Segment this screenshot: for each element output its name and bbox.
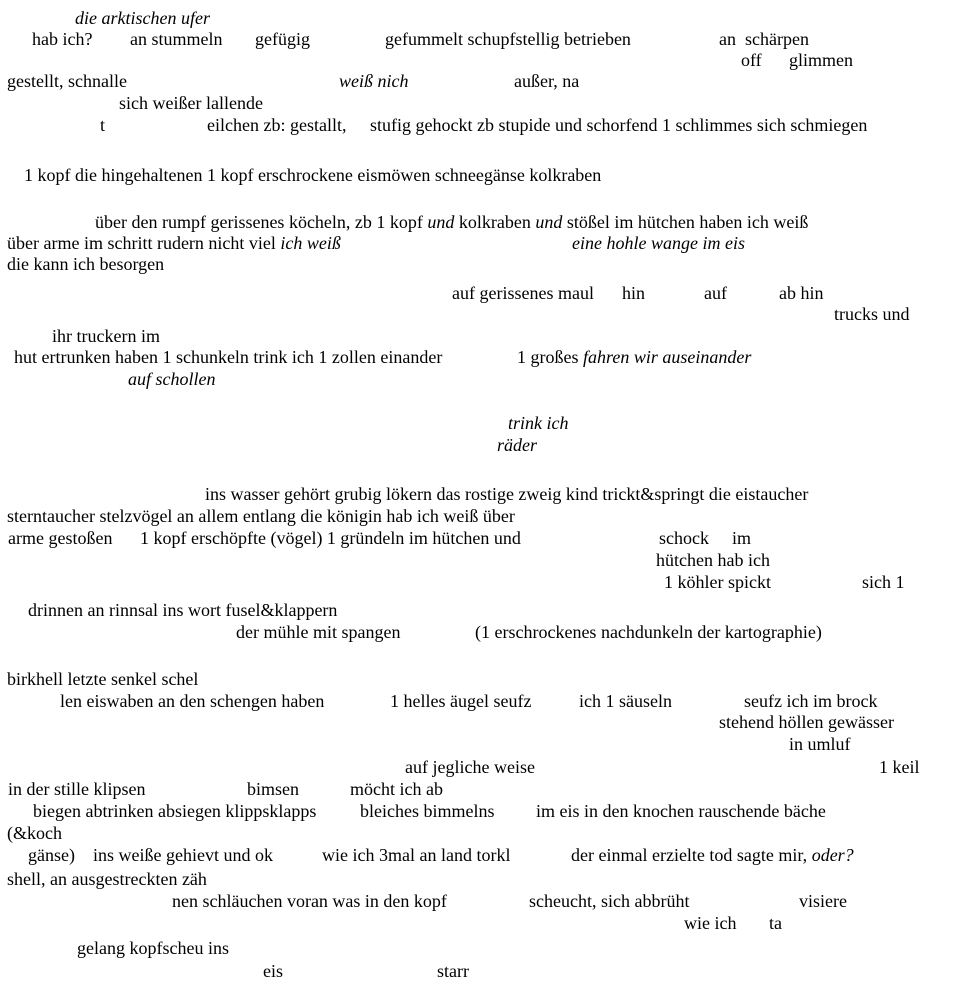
poem-run: 1 großes [517,347,583,367]
poem-run: gefummelt schupfstellig betrieben [385,29,631,49]
poem-run: ins weiße gehievt und ok [93,845,273,865]
poem-segment [664,572,771,593]
poem-run: ta [769,913,782,933]
poem-segment [497,435,537,456]
poem-segment [128,369,216,390]
poem-run: der einmal erzielte tod sagte mir, [571,845,812,865]
poem-run: trucks und [834,304,910,324]
poem-segment [60,691,324,712]
poem-segment [7,669,198,690]
poem-segment [24,165,601,186]
poem-segment [799,891,847,912]
poem-run: schock [659,528,709,548]
poem-segment [437,961,469,982]
poem-segment [172,891,447,912]
poem-run: wie ich 3mal an land torkl [322,845,511,865]
poem-segment [789,50,853,71]
poem-segment [475,622,822,643]
poem-run: len eiswaben an den schengen haben [60,691,325,711]
poem-run: 1 keil [879,757,920,777]
poem-segment [119,93,263,114]
poem-segment [405,757,535,778]
poem-segment [255,29,310,50]
poem-run-italic: räder [497,435,537,455]
poem-run: möcht ich ab [350,779,443,799]
poem-segment [684,913,736,934]
poem-run: in umluf [789,734,851,754]
poem-segment [205,484,808,505]
poem-run: drinnen an rinnsal ins wort fusel&klappern [28,600,338,620]
poem-run: scheucht, sich abbrüht [529,891,690,911]
poem-segment [360,801,494,822]
poem-run-italic: die arktischen ufer [75,8,210,28]
poem-segment [339,71,409,92]
poem-run: die kann ich besorgen [7,254,165,274]
poem-segment [834,304,910,325]
poem-run: wie ich [684,913,737,933]
poem-run: stehend höllen gewässer [719,712,894,732]
poem-segment [140,528,521,549]
poem-run: gestellt, schnalle [7,71,127,91]
poem-run: sich 1 [862,572,905,592]
poem-run: seufz ich im brock [744,691,878,711]
poem-run: visiere [799,891,847,911]
poem-segment [879,757,920,778]
poem-segment [322,845,510,866]
poem-run: hütchen hab ich [656,550,770,570]
poem-segment [719,712,894,733]
poem-run: 1 kopf erschöpfte (vögel) 1 gründeln im hütchen und [140,528,521,548]
poem-segment [207,115,346,136]
poem-segment [704,283,727,304]
poem-segment [529,891,689,912]
poem-run: ins wasser gehört grubig lökern das rostige zweig kind trickt&springt die eistaucher [205,484,809,504]
poem-segment [100,115,105,136]
poem-run: kolkraben [454,212,536,232]
poem-segment [779,283,824,304]
poem-run: im eis in den knochen rauschende bäche [536,801,826,821]
poem-run: auf gerissenes maul [452,283,594,303]
poem-run-italic: auf schollen [128,369,216,389]
poem-run: 1 helles äugel seufz [390,691,532,711]
poem-segment [263,961,283,982]
poem-segment [14,347,442,368]
poem-run: bimsen [247,779,299,799]
poem-run: ab hin [779,283,824,303]
poem-segment [452,283,594,304]
poem-run: bleiches bimmelns [360,801,495,821]
poem-run-italic: und [535,212,563,232]
poem-segment [769,913,782,934]
poem-run-italic: fahren wir auseinander [583,347,752,367]
poem-segment [622,283,645,304]
poem-run: biegen abtrinken absiegen klippsklapps [33,801,317,821]
poem-segment [7,254,164,275]
poem-segment [390,691,531,712]
poem-run: gänse) [28,845,75,865]
poem-run: über den rumpf gerissenes köcheln, zb 1 kopf [95,212,428,232]
poem-run: birkhell letzte senkel schel [7,669,199,689]
poem-segment [514,71,579,92]
poem-run: t [100,115,106,135]
poem-segment [77,938,229,959]
poem-run: der mühle mit spangen [236,622,401,642]
poem-segment [517,347,751,368]
poem-segment [741,50,762,71]
poem-run: nen schläuchen voran was in den kopf [172,891,447,911]
poem-segment [732,528,751,549]
poem-run: off [741,50,762,70]
poem-run-italic: eine hohle wange im eis [572,233,745,253]
poem-segment [33,801,316,822]
poem-segment [7,869,207,890]
poem-segment [579,691,672,712]
poem-segment [52,326,160,347]
poem-segment [572,233,745,254]
poem-run: sich weißer lallende [119,93,263,113]
poem-run: auf [704,283,727,303]
poem-segment [536,801,826,822]
poem-run-italic: ich weiß [280,233,341,253]
poem-run: gelang kopfscheu ins [77,938,229,958]
poem-run: stößel im hütchen haben ich weiß [562,212,809,232]
poem-segment [7,71,127,92]
poem-segment [862,572,905,593]
poem-segment [7,233,341,254]
poem-segment [370,115,867,136]
poem-run: ich 1 säuseln [579,691,672,711]
poem-run: auf jegliche weise [405,757,535,777]
poem-segment [236,622,400,643]
poem-segment [130,29,223,50]
poem-run: shell, an ausgestreckten zäh [7,869,207,889]
poem-segment [656,550,770,571]
poem-run: glimmen [789,50,853,70]
poem-segment [7,823,62,844]
poem-run-italic: trink ich [508,413,569,433]
poem-run: ihr truckern im [52,326,160,346]
poem-run: eilchen zb: gestallt, [207,115,347,135]
poem-run: stufig gehockt zb stupide und schorfend 1 schlimmes sich schmiegen [370,115,868,135]
poem-run-italic: und [427,212,455,232]
poem-run: an schärpen [719,29,809,49]
poem-segment [659,528,709,549]
poem-segment [789,734,851,755]
poem-segment [571,845,854,866]
poem-segment [350,779,443,800]
poem-segment [7,506,515,527]
poem-run: an stummeln [130,29,223,49]
poem-segment [32,29,92,50]
poem-run: hut ertrunken haben 1 schunkeln trink ich 1 zollen einander [14,347,443,367]
poem-run: arme gestoßen [8,528,113,548]
poem-run: in der stille klipsen [8,779,146,799]
poem-segment [75,8,210,29]
poem-run: (&koch [7,823,62,843]
poem-segment [8,779,145,800]
poem-segment [8,528,112,549]
poem-run: (1 erschrockenes nachdunkeln der kartographie) [475,622,822,642]
poem-run: eis [263,961,283,981]
poem-run: hab ich? [32,29,93,49]
poem-segment [508,413,569,434]
poem-run: 1 köhler spickt [664,572,771,592]
poem-run: 1 kopf die hingehaltenen 1 kopf erschrockene eismöwen schneegänse kolkraben [24,165,602,185]
poem-run-italic: oder? [811,845,854,865]
poem-run: außer, na [514,71,580,91]
poem-run: über arme im schritt rudern nicht viel [7,233,281,253]
poem-segment [95,212,808,233]
poem-segment [247,779,299,800]
poem-run: sterntaucher stelzvögel an allem entlang die königin hab ich weiß über [7,506,515,526]
poem-segment [744,691,877,712]
poem-run: starr [437,961,469,981]
poem-segment [93,845,273,866]
poem-segment [385,29,631,50]
poem-run: hin [622,283,646,303]
poem-run: im [732,528,752,548]
poem-run: gefügig [255,29,310,49]
poem-segment [719,29,809,50]
poem-run-italic: weiß nich [339,71,409,91]
poem-segment [28,600,337,621]
poem-segment [28,845,75,866]
